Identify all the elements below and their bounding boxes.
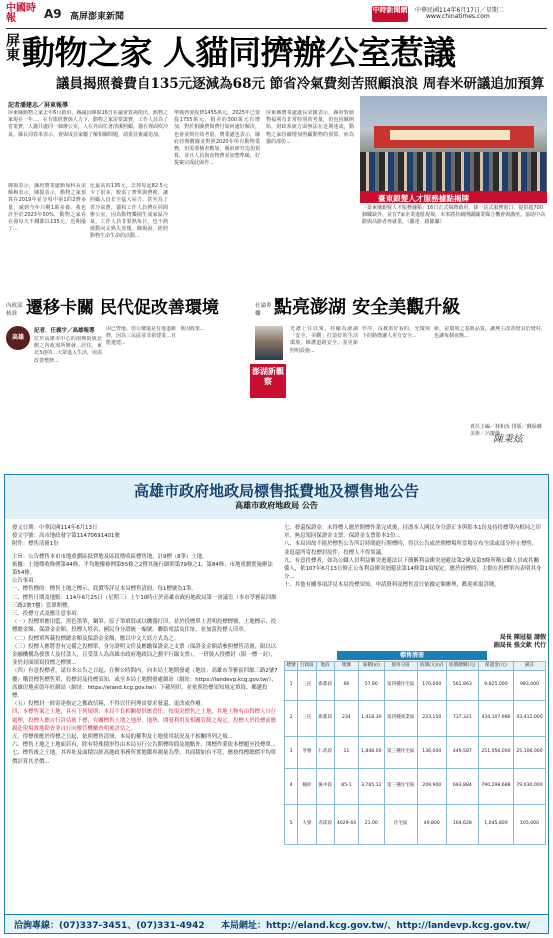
table-header-row	[285, 662, 546, 671]
table-cell: 66	[334, 670, 358, 700]
table-cell: 21.00	[359, 804, 385, 844]
table-cell: 新都段	[316, 670, 334, 700]
lead-subhead: 議員揭照養費自135元逐減為68元 節省冷氣費刻苦照顧浪浪 周春米研議追加預算	[56, 76, 545, 92]
table-cell: 3,765.12	[359, 768, 385, 804]
table-cell: 234	[334, 700, 358, 736]
table-cell: 693,884	[446, 768, 478, 804]
header-divider	[6, 28, 547, 29]
table-cell: 11	[334, 736, 358, 768]
table-cell: 苓雅	[298, 736, 316, 768]
newspaper-logo-text: 中國時報	[6, 3, 36, 24]
table-cell: 三民	[298, 670, 316, 700]
column-name-box: 澎湖新觀察	[250, 364, 286, 398]
table-cell: 後中段	[316, 768, 334, 804]
issue-date: 中華民國114年6月17日／星期二	[415, 7, 504, 14]
announcement-item: 公告事項：	[12, 578, 39, 585]
story2-headline: 遷移卡關 民代促改善環境	[26, 298, 219, 318]
table-row	[285, 804, 546, 844]
table-cell: 1	[285, 670, 298, 700]
announcement-item: 六、標售土地之上地面若有，除有特殊積形得由本局另行公告開標時間及地點外，開標作業依本標題至投標單...	[12, 742, 276, 749]
table-cell: 3	[285, 736, 298, 768]
table-cell: 449,587	[446, 736, 478, 768]
story3-column-2: 作序，沒被墨好看的，光環境下的路燈讓人更有安全...	[362, 326, 430, 340]
announcement-issuer: 高雄市政府地政局 公告	[235, 501, 318, 510]
announcement-item: 依據：土地徵收條例第44條、平均地權條例第55條之2暨其施行細則第79條之1、第84條、市地重劃實施辦法第54條。	[12, 561, 273, 577]
announcement-title: 高雄市政府地政局標售抵費地及標售地公告	[133, 482, 419, 500]
contact-info	[14, 918, 530, 931]
table-cell: 大寮	[298, 804, 316, 844]
table-header-cell: 保證金(元)	[478, 662, 513, 671]
table-cell: 43,411,000	[514, 700, 546, 736]
table-cell: 三民	[298, 700, 316, 736]
announcement-item: 七、標售後之土地，其界址及面積以經高地政事務所實地鑑界測量為準，其面積如有不符，應按得標總價平均單價計算其差價...	[12, 750, 277, 765]
table-cell: 第三種住宅區	[384, 768, 417, 804]
page-number: A9	[44, 7, 62, 21]
table-header-cell: 底價(元/㎡)	[417, 662, 446, 671]
table-cell: 5	[285, 804, 298, 844]
story2-tag: 內政部核准	[6, 303, 23, 317]
announcement-item: 九、有意投標者，如為公職人員利益衝突迴避法以下簡稱利益衝突迴避法第2條及第3條所稱公職人員或其關係人，依107年6月13日修正公布利益衝突迴避法第14條第1項規定，應於投標時，主動在投標單內表明其身分...	[284, 557, 542, 581]
table-cell: 25,106,000	[514, 736, 546, 768]
table-row	[285, 736, 546, 768]
table-cell: 983,000	[514, 670, 546, 700]
table-cell: 223,150	[417, 700, 446, 736]
table-cell: 住宅區	[384, 804, 417, 844]
announcement-item: （四）有意投標者，請自本公告之日起，在辦公時間內，向本局土地開發處（地址：高雄市苓雅區四維三路2號7樓）購買標售標售單，投標封及投標須知，或至本局土地開發處網站（網址：https://landevp.kcg.gov.tw/）、高雄房地產億年旺網站（網址：https://eland.kcg.gov.tw/）下載列印，並依照投標須知規定填寫、郵遞投標。	[12, 668, 278, 700]
announcement-meta-line: 附件：標售清冊1份	[12, 541, 59, 548]
author-signature: 陳秉炫	[493, 434, 523, 445]
table-cell: 209,900	[417, 768, 446, 804]
story2-byline: 記者．任義宇／高雄報導	[34, 328, 95, 334]
table-cell: 2	[285, 700, 298, 736]
table-cell: 1,418.30	[359, 700, 385, 736]
story2-column-1: 位於高雄市中心的南興街與北側之內政部所開發...居住，東北3巷的...大眾進入生活，亟需改善整修...	[34, 336, 102, 364]
announcement-item: 七、發還保證金：未得標人應於開標作業完成後，持憑本人國民身分證正本與影本1份及持投標單內相同之印章，無息領回保證金支票，保證金支票影本1份...	[284, 525, 541, 540]
announcement-meta-line: 發文字號：高市地政發字第11470691401號	[12, 533, 120, 540]
table-header-cell: 行政區	[298, 662, 316, 671]
lead-region-tag	[4, 33, 20, 93]
table-header-cell: 標號	[285, 662, 298, 671]
story2-column-2: 由已營運、但公樓還是有違道維修，因為三民區並非新建業...且能遷建...	[106, 326, 176, 347]
story3-column-3: 新，是環境之基與品質，讓無主改善燈具於燈柱，也讓每個夜晚...	[434, 326, 546, 340]
table-cell: 561,863	[446, 670, 478, 700]
table-cell: 9,825,000	[478, 670, 513, 700]
table-cell: 79,030,000	[514, 768, 546, 804]
sale-list-title: 標售清冊	[337, 651, 487, 660]
table-cell: 1,848.00	[359, 736, 385, 768]
news-photo	[360, 96, 547, 191]
side-logo: 中時新聞網	[372, 6, 408, 22]
table-cell: 57.80	[359, 670, 385, 700]
site-url: www.chinatimes.com	[426, 13, 490, 20]
story3-headline: 點亮澎湖 安全美觀升級	[274, 297, 461, 318]
announcement-right-column	[284, 524, 542, 590]
announcement-item: 三、投標方式及應注意事項：	[12, 611, 83, 618]
table-cell: 434,107,980	[478, 700, 513, 736]
region-badge: 高雄	[6, 326, 30, 350]
table-cell: 第四種商業區	[384, 700, 417, 736]
announcement-item: （五）投標封一經寄達指定之郵政信箱，不得以任何理由要求發還、更改或作廢。	[12, 701, 207, 708]
announcement-item: （一）投標單應用藍、黑色墨筆，鋼筆、原子筆填寫或以機器打印，並於投標單上書明投標標號、土地標示、投標總金額、保證金金額、投標人姓名、國民身分證統一編號、聯絡電話及住址、並加蓋投標人印章。	[12, 619, 277, 634]
table-cell: 仁武段	[316, 736, 334, 768]
announcement-item: 十、其他有關事項詳見本局投標須知，申請資料及標售當日依據定額辦理，歡迎索取詳閱。	[284, 582, 500, 589]
table-header-cell: 面積(㎡)	[359, 662, 385, 671]
lead-column-1: 屏東縣動物之家去年6月啟用，縣議員陳揚16日在議會質詢指出，動物之家現在一年...，在有限經費與人力下，動物之家需要籌費，工作人員為了省電費，人貓共處同一個辦公室，人在外面忙著清潔照顧，貓在裡面吹冷氣。縣長周春米表示，會與成員家屬了解相關問題，請委員審議追加。	[8, 110, 168, 138]
table-cell: 赤崁段	[316, 804, 334, 844]
table-cell: 第四種住宅區	[384, 670, 417, 700]
table-header-cell: 使用分區	[384, 662, 417, 671]
lead-column-5: 屏東縣農業處處長宋鎮表示，縣府對動物福利有非常特別的考量，但也因縣開始，財政系統方面無法在近期達成，動物之家持續增加照顧動物的預算，而為貓的部份...	[266, 110, 354, 145]
table-cell: 4	[285, 768, 298, 804]
table-row	[285, 700, 546, 736]
sale-list-table	[284, 661, 546, 845]
contact-phone: 洽詢專線：(07)337-3451、(07)331-4942	[14, 921, 205, 931]
announcement-item: （二）投標單所載投標總金額及保證金金額，應以中文大寫方式為之。	[12, 635, 180, 642]
announcement-item: 一、標售標的：標售土地之標示、底價等詳見本局標售清冊，每1標號為1筆。	[12, 586, 197, 593]
announcement-signature: 局長 陳冠福 請假 副局長 張文欽 代行	[493, 634, 546, 649]
announcement-item: 四、本標售案之土地，具有下列規則：本局不負相關提供應責任。按現況標售之土地，其地上物有由得標人自行處理，投標人應自行詳估後下標，有關標售土地之地形、地勢、開發利用及相關管制之規定，投標人於投標前應親赴現場實地勘查並自行向權管機關查明後評估之。	[12, 709, 277, 732]
announcement-item: 八、本局因故不能於標售公告所訂時間進行開標時，得以公告或於開標場所當場宣布全部或部分停止標售，並退還所寄投標封原件，投標人不得異議。	[284, 541, 538, 556]
announcement-item: （三）投標人應將書有完備之投標單，身分證明文件及應繳保證金之支票（保證金金額請參照標售清冊，限以以金融機構為發票人及付款人，且受款人為高雄市政府地政局之劃平行線支票），一併裝入投標封（限一標一封），並於封面填寫投標之標號...	[12, 643, 277, 667]
table-cell: 第三種住宅區	[384, 736, 417, 768]
lead-column-2: 陳揚表示，縣府農業處動保科長宋佩梅表示，陳揚表示，動物之家預算在2019年並分項中第1的2費多量，減到今年只剩1萬多養，我也計至於2023年50%，動物之家看在發每天不鐵都以135元，近期漲了...	[8, 183, 86, 233]
table-cell: 251,056,000	[478, 736, 513, 768]
table-cell: 170,000	[417, 670, 446, 700]
lead-headline: 動物之家 人貓同擠辦公室惹議	[22, 33, 456, 72]
story2-column-3: 來因政策...	[180, 326, 205, 332]
table-cell: 136,000	[417, 736, 446, 768]
author-portrait	[255, 326, 283, 360]
lead-region-tag-text: 屏東	[4, 33, 20, 61]
lead-byline: 記者潘建志／屏東報導	[8, 102, 69, 109]
section-title: 高屏澎東新聞	[70, 12, 125, 22]
table-cell: 1,045,800	[478, 804, 513, 844]
table-cell: 新都段	[316, 700, 334, 736]
story3-tag: 社論專欄	[255, 303, 272, 317]
story3-column-1: 光譜上任以來，持續為澎湖「安全、美觀」打造好的生活環境，維護道路安全，並更新照明設施...	[290, 326, 358, 354]
table-cell: 737,321	[446, 700, 478, 736]
announcement-item: 二、標售日期及地點：114年6月25日（星期三）上午10時正於高雄市政府地政局第一會議室（本市苓雅區四維三路2號7樓）當眾開標。	[12, 594, 277, 609]
table-cell: 85-1	[334, 768, 358, 804]
photo-caption-title: 臺東銀髮人才服務據點揭牌	[378, 194, 470, 203]
table-cell: 楠梓	[298, 768, 316, 804]
photo-banner-text-area	[390, 130, 510, 140]
announcement-meta-line: 發文日期：中華民國114年6月13日	[12, 525, 98, 531]
table-cell: 4029-44	[334, 804, 358, 844]
table-row	[285, 768, 546, 804]
table-cell: 164,628	[446, 804, 478, 844]
photo-caption: 「臺東縣銀髮人才服務據點」16日正式揭牌啟用，採一站式服務窗口，提供超700個職缺外，並有7家企業進駐現場，未來將持續開闢職業媒合機會與講座，協助中高齡與高齡者再就業。（蘿達．路羅攝）	[362, 205, 546, 226]
newspaper-logo	[6, 4, 38, 26]
table-cell: 49,800	[417, 804, 446, 844]
table-header-cell: 備註	[514, 662, 546, 671]
lead-column-3: 比最高的135元，去掉每起82.5元少了很多，較需了費單與費裡，讓照顧人員非全猛大屋力。甚至為了省冷氣費，貓和工作人員擠在同間辦公室，因為動物樂園生成家區冷氣，工作人員非要熱每日，也不熱緩動向太熟失放幾。陳揚說，經照動物生命生命的活動...	[90, 183, 168, 240]
lead-column-4: 準備列要投費1455萬元。2025年已要投1755萬元，相差的300萬元有增加，對於相關費與費付如何處好解決，也會並到有效考量，農業處也表示，縣府持辦數據並對照2020年所有動物業務，但需要檢查應加，縣府研究追加預算，並且人員與食物費並加整準確，好提案完成此與作...	[174, 110, 260, 167]
table-row	[285, 670, 546, 700]
table-header-cell: 地段	[316, 662, 334, 671]
photo-crowd	[360, 152, 547, 191]
table-header-cell: 底價總額(元)	[446, 662, 478, 671]
contact-website: 本局網址：http://eland.kcg.gov.tw/、http://landevp.kcg.gov.tw/	[220, 921, 531, 931]
table-header-cell: 地號	[334, 662, 358, 671]
page-credits: 責任主編／林和汝 排版／蘇保琳 美術／呂慶薇	[470, 424, 542, 437]
announcement-item: 主旨：公告標售本市市地重劃區抵費地及區段徵收區標售地，計9標（8筆）土地。	[12, 553, 208, 560]
announcement-item: 五、得標後應於得標之日起，依照標售清冊、本局的權利及土地使用狀況及不相關所列之規...	[12, 734, 233, 741]
table-cell: 790,298,688	[478, 768, 513, 804]
table-cell: 105,000	[514, 804, 546, 844]
announcement-left-column	[12, 524, 278, 766]
